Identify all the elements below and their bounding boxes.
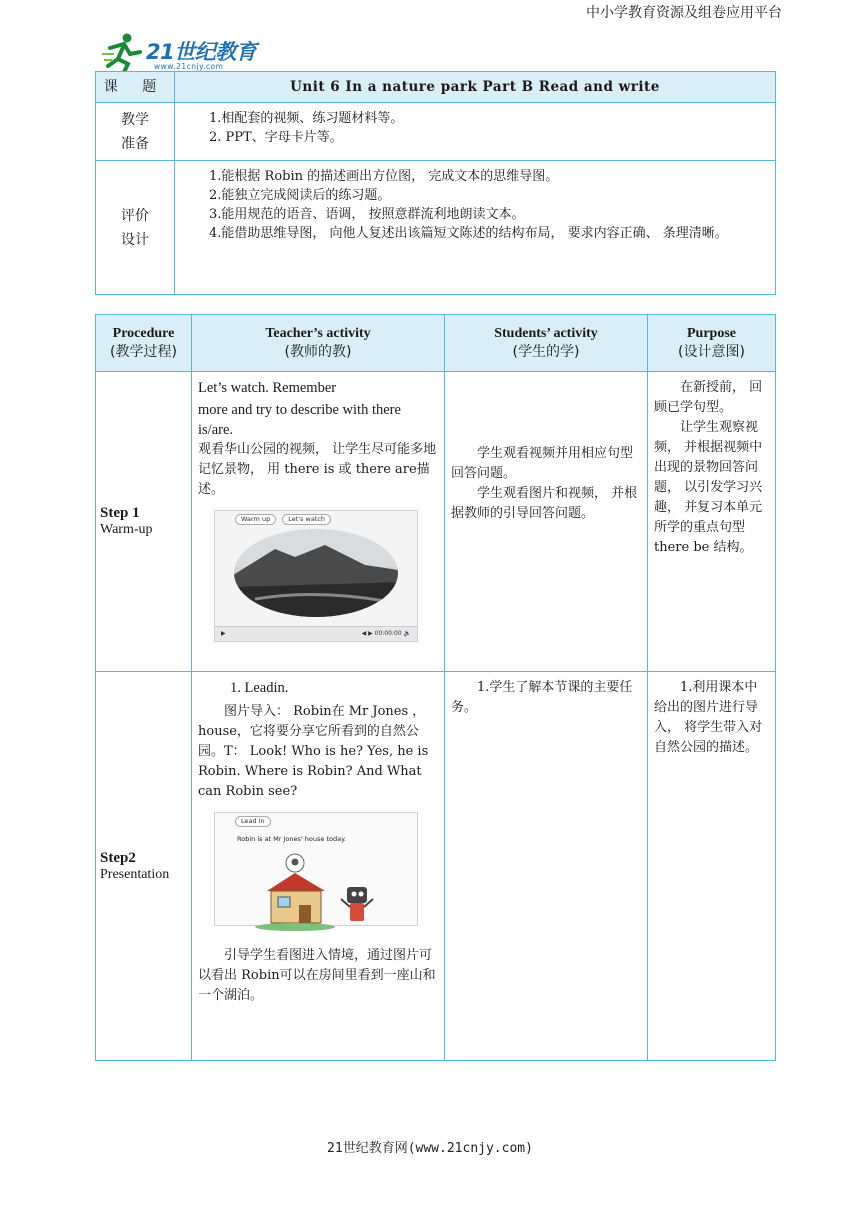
teacher-text: 观看华山公园的视频， 让学生尽可能多地记忆景物， 用 there is 或 there are描述。 — [198, 442, 437, 497]
col-en: Students’ activity — [494, 326, 598, 341]
eval-item: 3.能用规范的语音、语调， 按照意群流利地朗读文本。 — [209, 207, 525, 222]
leadin-tabs — [215, 813, 417, 829]
teacher-text: 1. Leadin. — [230, 680, 289, 696]
purpose-text: 让学生观察视频， 并根据视频中出现的景物回答问题， 以引发学习兴趣， 并复习本单元所学的重点句型 there be 结构。 — [654, 420, 763, 555]
prep-item: 2. PPT、字母卡片等。 — [209, 130, 343, 145]
col-zh: (教学过程) — [110, 344, 177, 360]
warmup-tab: Warm up — [235, 514, 276, 525]
eval-label — [96, 161, 175, 295]
prep-item: 1.相配套的视频、练习题材料等。 — [209, 111, 404, 126]
eval-item: 1.能根据 Robin 的描述画出方位图， 完成文本的思维导图。 — [209, 169, 559, 184]
eval-cell — [175, 161, 776, 295]
page-footer: 21世纪教育网(www.21cnjy.com) — [327, 1141, 533, 1156]
step1-teacher — [192, 372, 445, 672]
purpose-text: 在新授前， 回顾已学句型。 — [654, 380, 763, 415]
prep-label-text: 教学准备 — [121, 111, 149, 152]
video-player-bar[interactable] — [215, 626, 417, 641]
teacher-text: 引导学生看图进入情境，通过图片可以看出 Robin可以在房间里看到一座山和一个湖泊。 — [198, 948, 436, 1003]
leadin-caption: Robin is at Mr Jones' house today. — [237, 835, 347, 843]
eval-item: 4.能借助思维导图， 向他人复述出该篇短文陈述的结构布局， 要求内容正确、 条理清晰。 — [209, 226, 728, 241]
col-en: Purpose — [687, 326, 736, 341]
step-title: Step2 — [100, 849, 136, 866]
leadin-screenshot — [214, 812, 418, 926]
runner-logo-icon — [100, 32, 146, 72]
lesson-topic: Unit 6 In a nature park Part B Read and write — [175, 72, 776, 103]
step1-purpose — [648, 372, 776, 672]
step2-purpose — [648, 672, 776, 1061]
logo-text: 21世纪教育 — [146, 40, 257, 64]
play-icon[interactable]: ▶ — [221, 630, 226, 637]
watch-tab: Let's watch — [282, 514, 331, 525]
player-controls: ◀ ▶ 00:00:00 🔈 — [361, 630, 411, 637]
step1-students — [445, 372, 648, 672]
teacher-text: Let’s watch. Remember — [198, 380, 337, 396]
col-zh: (设计意图) — [678, 344, 745, 360]
step1-label — [96, 372, 192, 672]
col-procedure — [96, 315, 192, 372]
col-zh: (教师的教) — [284, 344, 352, 360]
video-tabs — [215, 511, 417, 527]
step-name: Presentation — [100, 866, 170, 882]
purpose-text: 1.利用课本中给出的图片进行导入， 将学生带入对自然公园的描述。 — [654, 680, 763, 755]
step-title: Step 1 — [100, 505, 140, 521]
step2-teacher — [192, 672, 445, 1061]
eval-item: 2.能独立完成阅读后的练习题。 — [209, 188, 391, 203]
step1-row — [96, 372, 776, 672]
lesson-info-table — [95, 71, 776, 295]
video-time: 00:00:00 — [374, 630, 402, 637]
col-en: Teacher’s activity — [265, 326, 371, 341]
col-purpose — [648, 315, 776, 372]
warmup-video-screenshot — [214, 510, 418, 642]
teacher-text: more and try to describe with there is/are. — [198, 402, 401, 438]
students-text: 学生观看图片和视频， 并根据教师的引导回答问题。 — [451, 486, 638, 521]
platform-name: 中小学教育资源及组卷应用平台 — [586, 5, 782, 21]
eval-label-text: 评价设计 — [121, 207, 149, 248]
step2-students — [445, 672, 648, 1061]
students-text: 学生观看视频并用相应句型回答问题。 — [451, 446, 634, 481]
procedure-table — [95, 314, 776, 1061]
step-name: Warm-up — [100, 522, 153, 537]
leadin-tab: Lead in — [235, 816, 271, 827]
teacher-text: 图片导入： Robin在 Mr Jones ， house，它将要分享它所看到的自然公园。T： Look! Who is he? Yes, he is Robin. Where is Robin? And What can Robin see? — [198, 704, 429, 799]
col-teacher — [192, 315, 445, 372]
col-zh: (学生的学) — [512, 344, 580, 360]
col-en: Procedure — [112, 326, 175, 341]
prep-label — [96, 103, 175, 161]
step2-label — [96, 672, 192, 1061]
prep-cell — [175, 103, 776, 161]
logo-url: www.21cnjy.com — [154, 62, 224, 71]
mountain-lake-image — [215, 527, 417, 619]
topic-label: 课 题 — [96, 72, 175, 103]
step2-row — [96, 672, 776, 1061]
site-logo — [100, 32, 270, 72]
students-text: 1.学生了解本节课的主要任务。 — [451, 680, 633, 715]
house-robot-image — [215, 849, 417, 933]
col-students — [445, 315, 648, 372]
